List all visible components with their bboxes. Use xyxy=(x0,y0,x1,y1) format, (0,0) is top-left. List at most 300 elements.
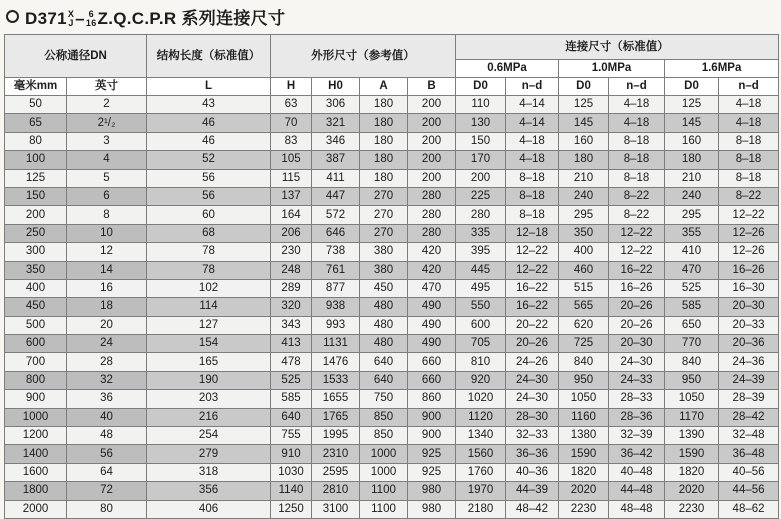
cell-outline-H0: 346 xyxy=(312,132,360,150)
cell-nd-1.0: 8–22 xyxy=(609,187,665,205)
cell-length-L: 56 xyxy=(147,169,271,187)
header-nd-1.0: n–d xyxy=(609,78,665,96)
cell-outline-H0: 877 xyxy=(312,279,360,297)
cell-d0-0.6: 395 xyxy=(456,243,506,261)
cell-outline-H: 137 xyxy=(271,187,312,205)
table-row xyxy=(5,151,779,169)
cell-nd-0.6: 24–30 xyxy=(506,390,559,408)
cell-dn-inch: 36 xyxy=(67,390,147,408)
cell-outline-A: 850 xyxy=(360,408,408,426)
cell-outline-H0: 447 xyxy=(312,187,360,205)
table-row xyxy=(5,224,779,242)
cell-outline-H0: 2595 xyxy=(312,463,360,481)
cell-nd-0.6: 8–18 xyxy=(506,169,559,187)
cell-nd-1.0: 48–48 xyxy=(609,500,665,518)
cell-outline-H: 1250 xyxy=(271,500,312,518)
cell-nd-1.6: 8–18 xyxy=(719,132,779,150)
cell-nd-0.6: 36–36 xyxy=(506,445,559,463)
cell-length-L: 78 xyxy=(147,261,271,279)
cell-outline-A: 450 xyxy=(360,279,408,297)
cell-d0-1.0: 295 xyxy=(559,206,609,224)
cell-dn-inch: 5 xyxy=(67,169,147,187)
cell-dn-inch: 72 xyxy=(67,482,147,500)
cell-length-L: 46 xyxy=(147,114,271,132)
cell-outline-A: 1000 xyxy=(360,445,408,463)
cell-outline-B: 490 xyxy=(408,316,456,334)
cell-d0-0.6: 705 xyxy=(456,335,506,353)
cell-outline-B: 200 xyxy=(408,132,456,150)
cell-outline-H0: 1765 xyxy=(312,408,360,426)
cell-dn-mm: 1800 xyxy=(5,482,67,500)
table-row xyxy=(5,335,779,353)
cell-dn-inch: 32 xyxy=(67,371,147,389)
cell-d0-1.6: 770 xyxy=(665,335,719,353)
cell-nd-1.6: 28–39 xyxy=(719,390,779,408)
cell-d0-1.6: 1050 xyxy=(665,390,719,408)
connection-dimensions-table xyxy=(4,34,779,519)
cell-d0-0.6: 1120 xyxy=(456,408,506,426)
header-structure-length: 结构长度（标准值） xyxy=(147,35,271,78)
cell-nd-1.0: 28–33 xyxy=(609,390,665,408)
cell-nd-1.0: 16–22 xyxy=(609,261,665,279)
cell-outline-H0: 306 xyxy=(312,96,360,114)
cell-d0-1.6: 410 xyxy=(665,243,719,261)
cell-d0-1.0: 725 xyxy=(559,335,609,353)
cell-d0-1.0: 515 xyxy=(559,279,609,297)
cell-nd-1.0: 28–36 xyxy=(609,408,665,426)
cell-d0-0.6: 445 xyxy=(456,261,506,279)
cell-dn-inch: 4 xyxy=(67,151,147,169)
cell-outline-H: 248 xyxy=(271,261,312,279)
table-row xyxy=(5,132,779,150)
cell-d0-1.0: 950 xyxy=(559,371,609,389)
header-D0-0.6: D0 xyxy=(456,78,506,96)
cell-length-L: 46 xyxy=(147,132,271,150)
cell-outline-B: 420 xyxy=(408,243,456,261)
cell-d0-0.6: 150 xyxy=(456,132,506,150)
cell-d0-1.0: 125 xyxy=(559,96,609,114)
cell-nd-0.6: 12–22 xyxy=(506,261,559,279)
cell-length-L: 102 xyxy=(147,279,271,297)
header-H0: H0 xyxy=(312,78,360,96)
cell-d0-1.0: 1160 xyxy=(559,408,609,426)
cell-outline-A: 1100 xyxy=(360,500,408,518)
cell-outline-B: 925 xyxy=(408,463,456,481)
cell-dn-mm: 250 xyxy=(5,224,67,242)
cell-d0-0.6: 1340 xyxy=(456,427,506,445)
header-connection-dimensions: 连接尺寸（标准值） xyxy=(456,35,779,60)
cell-dn-mm: 100 xyxy=(5,151,67,169)
header-inch: 英寸 xyxy=(67,78,147,96)
cell-dn-inch: 12 xyxy=(67,243,147,261)
cell-nd-1.0: 4–18 xyxy=(609,96,665,114)
cell-nd-1.6: 20–36 xyxy=(719,335,779,353)
cell-outline-H: 320 xyxy=(271,298,312,316)
cell-outline-A: 180 xyxy=(360,132,408,150)
cell-outline-B: 490 xyxy=(408,335,456,353)
cell-outline-A: 1000 xyxy=(360,463,408,481)
cell-nd-1.0: 24–30 xyxy=(609,353,665,371)
cell-d0-1.0: 145 xyxy=(559,114,609,132)
cell-outline-A: 180 xyxy=(360,151,408,169)
cell-nd-1.0: 40–48 xyxy=(609,463,665,481)
header-pressure-1.6: 1.6MPa xyxy=(665,60,779,78)
cell-length-L: 43 xyxy=(147,96,271,114)
cell-outline-B: 200 xyxy=(408,169,456,187)
header-B: B xyxy=(408,78,456,96)
cell-dn-inch: 64 xyxy=(67,463,147,481)
cell-dn-inch: 18 xyxy=(67,298,147,316)
cell-outline-H0: 321 xyxy=(312,114,360,132)
cell-outline-H: 1140 xyxy=(271,482,312,500)
header-nd-1.6: n–d xyxy=(719,78,779,96)
cell-dn-mm: 150 xyxy=(5,187,67,205)
cell-dn-mm: 350 xyxy=(5,261,67,279)
cell-dn-mm: 2000 xyxy=(5,500,67,518)
cell-nd-1.6: 36–48 xyxy=(719,445,779,463)
cell-outline-H0: 1533 xyxy=(312,371,360,389)
table-row xyxy=(5,261,779,279)
cell-nd-0.6: 48–42 xyxy=(506,500,559,518)
header-A: A xyxy=(360,78,408,96)
table-row xyxy=(5,371,779,389)
table-row xyxy=(5,279,779,297)
cell-nd-0.6: 28–30 xyxy=(506,408,559,426)
cell-length-L: 60 xyxy=(147,206,271,224)
cell-d0-1.6: 210 xyxy=(665,169,719,187)
cell-length-L: 68 xyxy=(147,224,271,242)
cell-d0-1.6: 180 xyxy=(665,151,719,169)
cell-d0-1.0: 400 xyxy=(559,243,609,261)
table-row xyxy=(5,298,779,316)
cell-d0-0.6: 280 xyxy=(456,206,506,224)
cell-d0-1.6: 240 xyxy=(665,187,719,205)
cell-d0-1.0: 1590 xyxy=(559,445,609,463)
cell-dn-mm: 1600 xyxy=(5,463,67,481)
table-row xyxy=(5,463,779,481)
header-H: H xyxy=(271,78,312,96)
cell-outline-H0: 3100 xyxy=(312,500,360,518)
cell-nd-1.6: 4–18 xyxy=(719,96,779,114)
cell-length-L: 114 xyxy=(147,298,271,316)
cell-outline-H0: 761 xyxy=(312,261,360,279)
cell-outline-B: 980 xyxy=(408,500,456,518)
cell-d0-0.6: 495 xyxy=(456,279,506,297)
cell-outline-B: 200 xyxy=(408,96,456,114)
cell-d0-1.6: 2020 xyxy=(665,482,719,500)
cell-d0-1.0: 240 xyxy=(559,187,609,205)
cell-outline-H0: 1655 xyxy=(312,390,360,408)
cell-nd-1.6: 8–18 xyxy=(719,169,779,187)
cell-dn-inch: 2 xyxy=(67,96,147,114)
cell-outline-A: 270 xyxy=(360,187,408,205)
cell-dn-mm: 600 xyxy=(5,335,67,353)
cell-nd-1.0: 8–18 xyxy=(609,169,665,187)
cell-dn-inch: 24 xyxy=(67,335,147,353)
cell-d0-1.0: 180 xyxy=(559,151,609,169)
cell-outline-B: 280 xyxy=(408,206,456,224)
table-row xyxy=(5,114,779,132)
table-row xyxy=(5,316,779,334)
cell-nd-0.6: 20–26 xyxy=(506,335,559,353)
cell-outline-H0: 738 xyxy=(312,243,360,261)
cell-dn-mm: 80 xyxy=(5,132,67,150)
header-L: L xyxy=(147,78,271,96)
cell-nd-0.6: 16–22 xyxy=(506,298,559,316)
cell-outline-H: 115 xyxy=(271,169,312,187)
cell-d0-1.0: 350 xyxy=(559,224,609,242)
cell-d0-1.0: 1820 xyxy=(559,463,609,481)
table-row xyxy=(5,427,779,445)
cell-d0-1.0: 1380 xyxy=(559,427,609,445)
cell-nd-1.6: 12–26 xyxy=(719,224,779,242)
cell-outline-A: 380 xyxy=(360,243,408,261)
cell-d0-0.6: 810 xyxy=(456,353,506,371)
cell-nd-1.6: 24–36 xyxy=(719,353,779,371)
cell-outline-H: 640 xyxy=(271,408,312,426)
cell-length-L: 254 xyxy=(147,427,271,445)
cell-dn-inch: 10 xyxy=(67,224,147,242)
cell-dn-inch: 48 xyxy=(67,427,147,445)
cell-d0-0.6: 1760 xyxy=(456,463,506,481)
cell-outline-H0: 1131 xyxy=(312,335,360,353)
title-fraction-1: X J xyxy=(67,9,75,29)
cell-d0-0.6: 1020 xyxy=(456,390,506,408)
cell-outline-B: 490 xyxy=(408,298,456,316)
header-nd-0.6: n–d xyxy=(506,78,559,96)
cell-nd-1.6: 20–30 xyxy=(719,298,779,316)
table-row xyxy=(5,169,779,187)
cell-dn-mm: 1200 xyxy=(5,427,67,445)
cell-length-L: 356 xyxy=(147,482,271,500)
cell-outline-H: 70 xyxy=(271,114,312,132)
cell-nd-1.6: 8–18 xyxy=(719,151,779,169)
cell-outline-B: 200 xyxy=(408,114,456,132)
cell-d0-0.6: 1970 xyxy=(456,482,506,500)
cell-nd-1.6: 28–42 xyxy=(719,408,779,426)
cell-dn-inch: 3 xyxy=(67,132,147,150)
cell-outline-H0: 993 xyxy=(312,316,360,334)
cell-nd-0.6: 12–22 xyxy=(506,243,559,261)
cell-nd-1.6: 40–56 xyxy=(719,463,779,481)
table-row xyxy=(5,482,779,500)
cell-nd-1.0: 12–22 xyxy=(609,243,665,261)
cell-d0-1.6: 2230 xyxy=(665,500,719,518)
cell-nd-0.6: 4–18 xyxy=(506,132,559,150)
cell-length-L: 318 xyxy=(147,463,271,481)
cell-outline-H: 910 xyxy=(271,445,312,463)
cell-outline-A: 270 xyxy=(360,206,408,224)
cell-d0-0.6: 335 xyxy=(456,224,506,242)
cell-nd-1.0: 16–26 xyxy=(609,279,665,297)
cell-d0-1.0: 2020 xyxy=(559,482,609,500)
cell-nd-1.0: 8–18 xyxy=(609,151,665,169)
cell-outline-A: 750 xyxy=(360,390,408,408)
cell-outline-A: 180 xyxy=(360,96,408,114)
cell-dn-inch: 28 xyxy=(67,353,147,371)
cell-nd-0.6: 4–14 xyxy=(506,96,559,114)
cell-outline-H: 585 xyxy=(271,390,312,408)
cell-nd-0.6: 32–33 xyxy=(506,427,559,445)
cell-length-L: 127 xyxy=(147,316,271,334)
cell-length-L: 154 xyxy=(147,335,271,353)
cell-nd-1.0: 36–42 xyxy=(609,445,665,463)
cell-nd-1.6: 20–33 xyxy=(719,316,779,334)
cell-outline-H: 525 xyxy=(271,371,312,389)
cell-nd-0.6: 4–14 xyxy=(506,114,559,132)
cell-outline-B: 420 xyxy=(408,261,456,279)
cell-nd-1.0: 12–22 xyxy=(609,224,665,242)
cell-d0-0.6: 920 xyxy=(456,371,506,389)
cell-nd-1.0: 4–18 xyxy=(609,114,665,132)
cell-d0-0.6: 1560 xyxy=(456,445,506,463)
cell-dn-mm: 125 xyxy=(5,169,67,187)
cell-dn-mm: 500 xyxy=(5,316,67,334)
cell-outline-H: 63 xyxy=(271,96,312,114)
cell-outline-B: 900 xyxy=(408,427,456,445)
cell-dn-inch: 6 xyxy=(67,187,147,205)
cell-d0-1.0: 840 xyxy=(559,353,609,371)
cell-dn-inch: 80 xyxy=(67,500,147,518)
cell-nd-1.6: 4–18 xyxy=(719,114,779,132)
table-row xyxy=(5,408,779,426)
cell-d0-0.6: 2180 xyxy=(456,500,506,518)
cell-dn-mm: 1000 xyxy=(5,408,67,426)
cell-nd-0.6: 8–18 xyxy=(506,206,559,224)
cell-d0-0.6: 225 xyxy=(456,187,506,205)
cell-d0-1.6: 950 xyxy=(665,371,719,389)
cell-dn-inch: 14 xyxy=(67,261,147,279)
cell-dn-mm: 700 xyxy=(5,353,67,371)
cell-dn-inch: 8 xyxy=(67,206,147,224)
cell-d0-1.6: 355 xyxy=(665,224,719,242)
cell-outline-B: 660 xyxy=(408,353,456,371)
cell-length-L: 190 xyxy=(147,371,271,389)
table-row xyxy=(5,353,779,371)
cell-outline-A: 270 xyxy=(360,224,408,242)
cell-outline-H0: 646 xyxy=(312,224,360,242)
cell-nd-0.6: 16–22 xyxy=(506,279,559,297)
cell-d0-1.0: 160 xyxy=(559,132,609,150)
cell-dn-mm: 200 xyxy=(5,206,67,224)
cell-d0-1.6: 840 xyxy=(665,353,719,371)
cell-outline-H: 230 xyxy=(271,243,312,261)
table-row xyxy=(5,187,779,205)
cell-d0-1.6: 145 xyxy=(665,114,719,132)
cell-nd-1.0: 20–26 xyxy=(609,298,665,316)
table-row xyxy=(5,445,779,463)
cell-dn-mm: 65 xyxy=(5,114,67,132)
cell-outline-H0: 572 xyxy=(312,206,360,224)
cell-nd-1.6: 48–62 xyxy=(719,500,779,518)
cell-length-L: 165 xyxy=(147,353,271,371)
cell-length-L: 56 xyxy=(147,187,271,205)
cell-outline-A: 180 xyxy=(360,114,408,132)
cell-outline-H: 289 xyxy=(271,279,312,297)
cell-nd-1.0: 32–39 xyxy=(609,427,665,445)
cell-nd-0.6: 24–30 xyxy=(506,371,559,389)
cell-outline-A: 180 xyxy=(360,169,408,187)
cell-d0-1.6: 1820 xyxy=(665,463,719,481)
cell-d0-0.6: 600 xyxy=(456,316,506,334)
cell-outline-H: 83 xyxy=(271,132,312,150)
cell-nd-0.6: 44–39 xyxy=(506,482,559,500)
cell-d0-1.0: 1050 xyxy=(559,390,609,408)
cell-nd-1.6: 24–39 xyxy=(719,371,779,389)
cell-nd-1.0: 24–33 xyxy=(609,371,665,389)
cell-d0-1.6: 470 xyxy=(665,261,719,279)
cell-d0-0.6: 170 xyxy=(456,151,506,169)
cell-d0-1.0: 460 xyxy=(559,261,609,279)
cell-length-L: 203 xyxy=(147,390,271,408)
table-row xyxy=(5,390,779,408)
cell-outline-B: 860 xyxy=(408,390,456,408)
cell-outline-A: 480 xyxy=(360,335,408,353)
cell-outline-H0: 938 xyxy=(312,298,360,316)
cell-outline-H0: 387 xyxy=(312,151,360,169)
cell-d0-1.6: 1170 xyxy=(665,408,719,426)
cell-d0-0.6: 130 xyxy=(456,114,506,132)
cell-outline-H0: 2310 xyxy=(312,445,360,463)
cell-nd-1.6: 12–22 xyxy=(719,206,779,224)
cell-outline-H: 343 xyxy=(271,316,312,334)
cell-d0-1.0: 210 xyxy=(559,169,609,187)
header-outline-dimensions: 外形尺寸（参考值） xyxy=(271,35,456,78)
cell-nd-1.6: 44–56 xyxy=(719,482,779,500)
cell-outline-A: 640 xyxy=(360,371,408,389)
header-mm: 毫米mm xyxy=(5,78,67,96)
cell-d0-1.6: 585 xyxy=(665,298,719,316)
cell-nd-1.0: 44–48 xyxy=(609,482,665,500)
cell-outline-B: 900 xyxy=(408,408,456,426)
table-row xyxy=(5,500,779,518)
cell-nd-1.6: 16–30 xyxy=(719,279,779,297)
cell-dn-mm: 900 xyxy=(5,390,67,408)
cell-outline-B: 925 xyxy=(408,445,456,463)
cell-length-L: 78 xyxy=(147,243,271,261)
cell-outline-B: 660 xyxy=(408,371,456,389)
cell-outline-A: 480 xyxy=(360,316,408,334)
cell-d0-1.6: 525 xyxy=(665,279,719,297)
cell-outline-H: 478 xyxy=(271,353,312,371)
header-D0-1.0: D0 xyxy=(559,78,609,96)
cell-nd-0.6: 12–18 xyxy=(506,224,559,242)
cell-nd-1.0: 8–18 xyxy=(609,132,665,150)
title-fraction-2: 6 16 xyxy=(85,9,97,29)
cell-d0-0.6: 110 xyxy=(456,96,506,114)
cell-length-L: 216 xyxy=(147,408,271,426)
cell-outline-H: 755 xyxy=(271,427,312,445)
cell-dn-mm: 300 xyxy=(5,243,67,261)
cell-d0-1.6: 650 xyxy=(665,316,719,334)
cell-d0-1.0: 620 xyxy=(559,316,609,334)
cell-d0-1.6: 160 xyxy=(665,132,719,150)
cell-dn-inch: 56 xyxy=(67,445,147,463)
cell-outline-B: 200 xyxy=(408,151,456,169)
header-nominal-dn: 公称通径DN xyxy=(5,35,147,78)
page-title: D371 X J – 6 16 Z.Q.C.P.R 系列连接尺寸 xyxy=(25,8,286,29)
cell-dn-inch: 40 xyxy=(67,408,147,426)
cell-d0-1.0: 565 xyxy=(559,298,609,316)
cell-dn-inch: 20 xyxy=(67,316,147,334)
cell-length-L: 406 xyxy=(147,500,271,518)
cell-outline-H: 1030 xyxy=(271,463,312,481)
cell-nd-1.0: 20–26 xyxy=(609,316,665,334)
cell-d0-1.6: 1590 xyxy=(665,445,719,463)
cell-nd-1.6: 16–26 xyxy=(719,261,779,279)
cell-nd-1.6: 8–22 xyxy=(719,187,779,205)
cell-length-L: 52 xyxy=(147,151,271,169)
